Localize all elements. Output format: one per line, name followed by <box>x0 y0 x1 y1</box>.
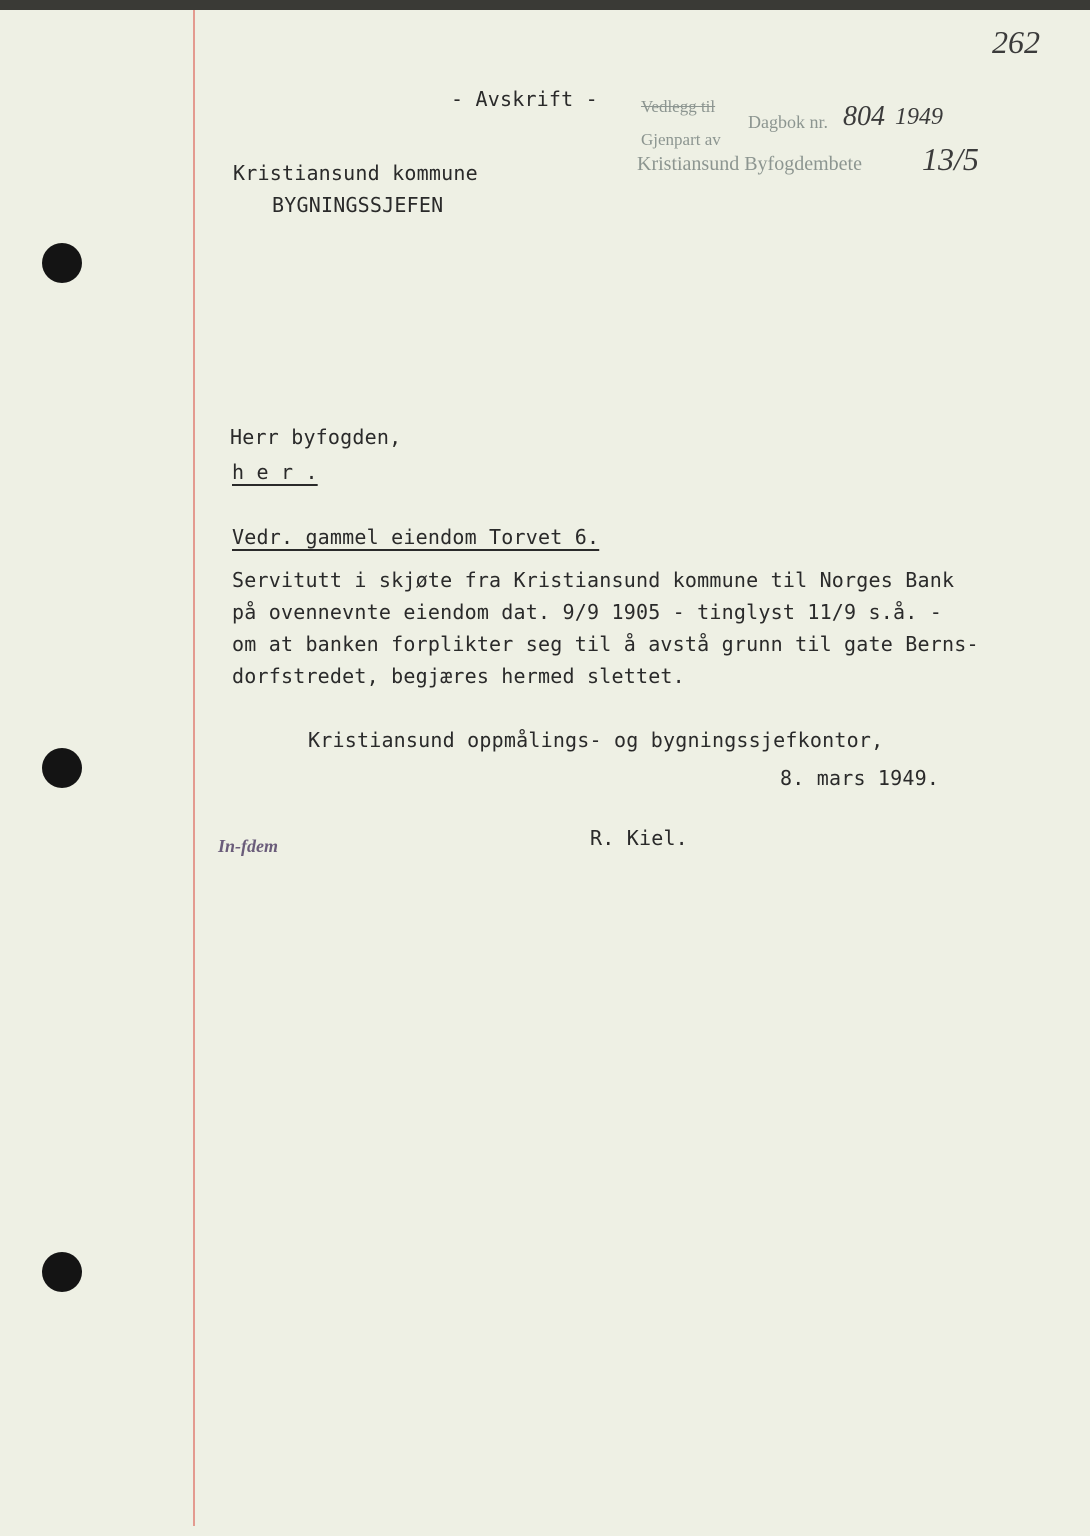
recipient-line1: Herr byfogden, <box>230 425 402 449</box>
document-title: - Avskrift - <box>451 87 598 111</box>
body-line-1: Servitutt i skjøte fra Kristiansund kommune til Norges Bank <box>232 568 955 592</box>
punch-hole-bottom <box>42 1252 82 1292</box>
marginal-note: In-fdem <box>218 836 278 856</box>
punch-hole-middle <box>42 748 82 788</box>
punch-hole-top <box>42 243 82 283</box>
scan-edge <box>0 0 1090 10</box>
stamp-struck-text: Vedlegg til <box>641 97 716 116</box>
body-line-2: på ovennevnte eiendom dat. 9/9 1905 - tinglyst 11/9 s.å. - <box>232 600 942 624</box>
stamp-line1: Gjenpart av <box>641 130 721 149</box>
signature: R. Kiel. <box>590 826 688 850</box>
stamp-dagbok-label: Dagbok nr. <box>748 112 828 132</box>
stamp-dagbok-number: 804 <box>843 101 885 132</box>
sender-line2: BYGNINGSSJEFEN <box>272 193 444 217</box>
closing-office: Kristiansund oppmålings- og bygningssjefkontor, <box>308 728 884 752</box>
sender-line1: Kristiansund kommune <box>233 161 478 185</box>
body-line-4: dorfstredet, begjæres hermed slettet. <box>232 664 685 688</box>
page-number: 262 <box>992 24 1040 60</box>
subject-line: Vedr. gammel eiendom Torvet 6. <box>232 525 600 549</box>
stamp-year: 1949 <box>895 104 943 130</box>
stamp-line2: Kristiansund Byfogdembete <box>637 153 862 175</box>
closing-date: 8. mars 1949. <box>780 766 940 790</box>
margin-line <box>193 10 195 1526</box>
recipient-line2: h e r . <box>232 460 318 484</box>
stamp-date: 13/5 <box>922 141 979 177</box>
body-line-3: om at banken forplikter seg til å avstå grunn til gate Berns- <box>232 632 979 656</box>
